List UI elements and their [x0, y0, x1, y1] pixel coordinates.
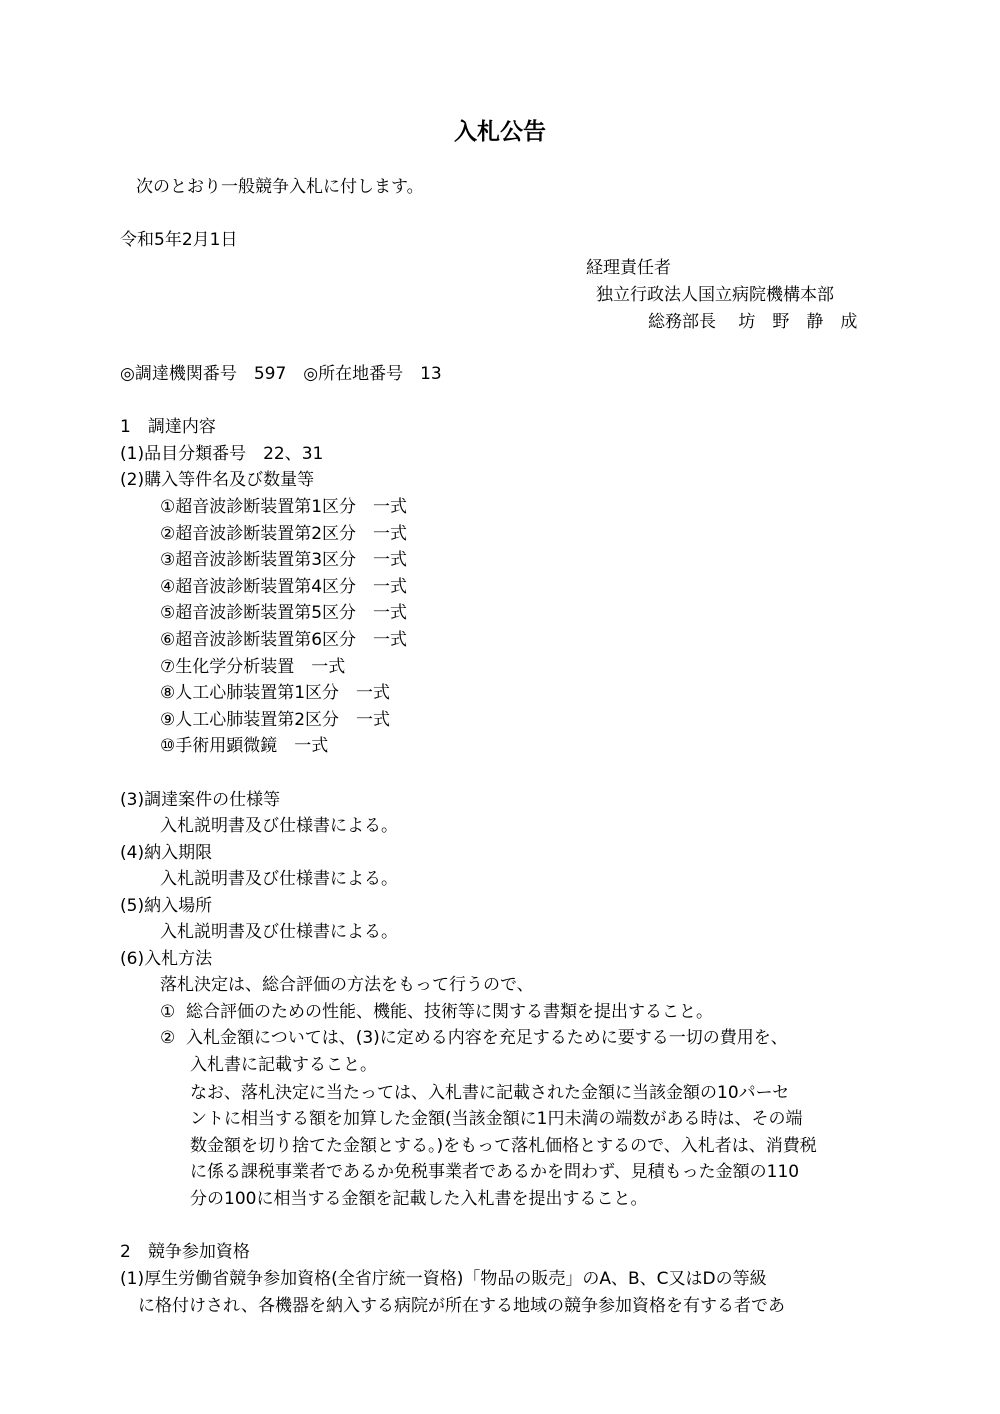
- item-specifications: (3)調達案件の仕様等: [120, 790, 281, 810]
- list-item: ⑥超音波診断装置第6区分 一式: [160, 630, 408, 650]
- list-item: ③超音波診断装置第3区分 一式: [160, 550, 408, 570]
- item-delivery-deadline: (4)納入期限: [120, 843, 213, 863]
- item-bidding-method: (6)入札方法: [120, 949, 213, 969]
- tax-note-line: に係る課税事業者であるか免税事業者であるかを問わず、見積もった金額の110: [190, 1162, 800, 1182]
- item-purchase-title: (2)購入等件名及び数量等: [120, 470, 315, 490]
- list-item: ②超音波診断装置第2区分 一式: [160, 524, 408, 544]
- issuer-organization: 独立行政法人国立病院機構本部: [596, 285, 834, 305]
- item-specifications-text: 入札説明書及び仕様書による。: [160, 816, 398, 836]
- bidding-method-intro: 落札決定は、総合評価の方法をもって行うので、: [160, 975, 534, 995]
- eligibility-item-1-cont: に格付けされ、各機器を納入する病院が所在する地域の競争参加資格を有する者であ: [138, 1296, 786, 1316]
- tax-note-line: ントに相当する額を加算した金額(当該金額に1円未満の端数がある時は、その端: [190, 1109, 803, 1129]
- tax-note-line: なお、落札決定に当たっては、入札書に記載された金額に当該金額の10パーセ: [190, 1083, 790, 1103]
- issuer-name: 総務部長 坊 野 静 成: [648, 312, 858, 332]
- item-delivery-place: (5)納入場所: [120, 896, 213, 916]
- notice-date: 令和5年2月1日: [120, 230, 238, 250]
- list-item: ⑧人工心肺装置第1区分 一式: [160, 683, 391, 703]
- bidding-method-point-2-cont: 入札書に記載すること。: [190, 1055, 377, 1075]
- item-delivery-place-text: 入札説明書及び仕様書による。: [160, 922, 398, 942]
- item-classification: (1)品目分類番号 22、31: [120, 444, 324, 464]
- bidding-method-point-1: ① 総合評価のための性能、機能、技術等に関する書類を提出すること。: [160, 1002, 714, 1022]
- section-heading: 1 調達内容: [120, 417, 216, 437]
- list-item: ④超音波診断装置第4区分 一式: [160, 577, 408, 597]
- list-item: ⑤超音波診断装置第5区分 一式: [160, 603, 408, 623]
- eligibility-item-1: (1)厚生労働省競争参加資格(全省庁統一資格)「物品の販売」のA、B、C又はDの等級: [120, 1269, 767, 1289]
- item-delivery-deadline-text: 入札説明書及び仕様書による。: [160, 869, 398, 889]
- section-heading: 2 競争参加資格: [120, 1242, 250, 1262]
- list-item: ⑨人工心肺装置第2区分 一式: [160, 710, 391, 730]
- tax-note-line: 分の100に相当する金額を記載した入札書を提出すること。: [190, 1189, 648, 1209]
- tax-note-line: 数金額を切り捨てた金額とする。)をもって落札価格とするので、入札者は、消費税: [190, 1136, 817, 1156]
- procurement-codes: ◎調達機関番号 597 ◎所在地番号 13: [120, 364, 442, 384]
- issuer-role: 経理責任者: [586, 258, 671, 278]
- list-item: ⑩手術用顕微鏡 一式: [160, 736, 329, 756]
- bidding-method-point-2: ② 入札金額については、(3)に定める内容を充足するために要する一切の費用を、: [160, 1028, 788, 1048]
- list-item: ⑦生化学分析装置 一式: [160, 657, 346, 677]
- intro-text: 次のとおり一般競争入札に付します。: [136, 177, 424, 197]
- page-title: 入札公告: [454, 119, 546, 145]
- list-item: ①超音波診断装置第1区分 一式: [160, 497, 408, 517]
